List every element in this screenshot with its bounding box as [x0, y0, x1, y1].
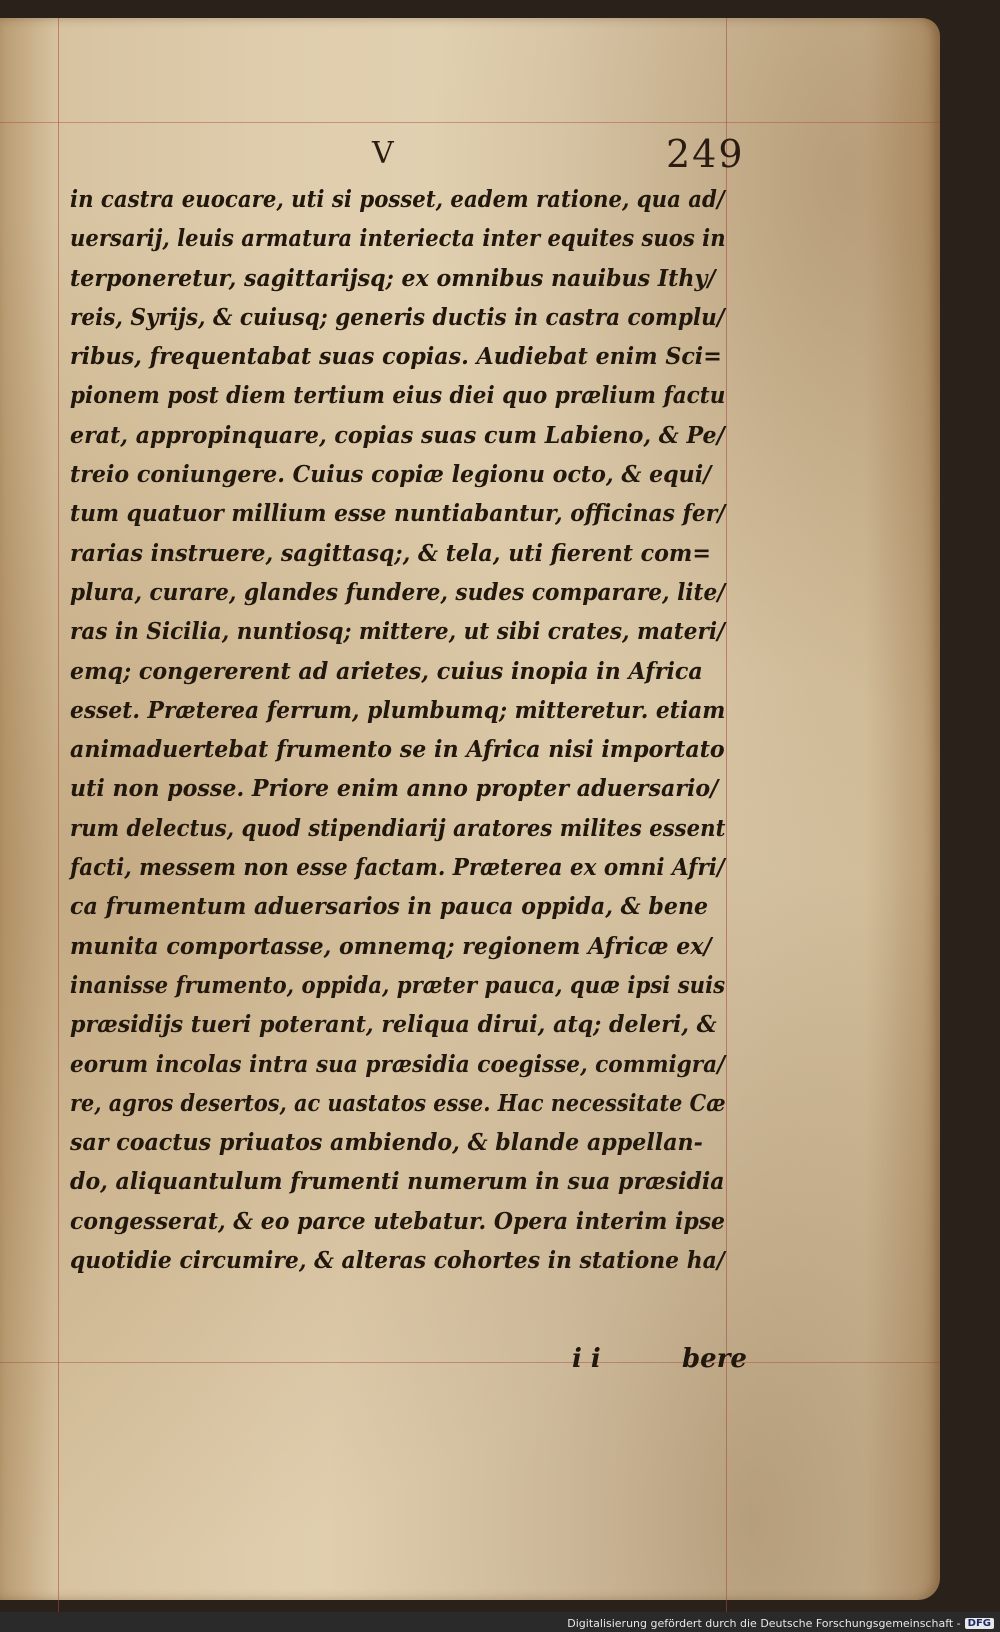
- text-line: pionem post diem tertium eius diei quo prælium factu: [70, 382, 726, 410]
- text-line: rarias instruere, sagittasq;, & tela, uti fierent com=: [70, 539, 711, 567]
- text-line: eorum incolas intra sua præsidia coegisse, commigra/: [70, 1050, 726, 1078]
- body-text: [70, 180, 750, 1280]
- text-line: tum quatuor millium esse nuntiabantur, officinas fer/: [70, 500, 726, 528]
- text-line: rum delectus, quod stipendiarij aratores milites essent: [70, 814, 726, 842]
- page-number: 249: [666, 132, 745, 176]
- text-line: quotidie circumire, & alteras cohortes in statione ha/: [70, 1247, 725, 1275]
- text-line: ca frumentum aduersarios in pauca oppida, & bene: [70, 893, 709, 921]
- text-line: in castra euocare, uti si posset, eadem ratione, qua ad/: [70, 186, 725, 213]
- text-line: reis, Syrijs, & cuiusq; generis ductis in castra complu/: [70, 303, 725, 331]
- text-line: plura, curare, glandes fundere, sudes comparare, lite/: [70, 578, 726, 606]
- text-line: emq; congererent ad arietes, cuius inopia in Africa: [70, 657, 703, 685]
- text-line: re, agros desertos, ac uastatos esse. Hac necessitate Cæ: [70, 1089, 726, 1117]
- text-line: uersarij, leuis armatura interiecta inter equites suos in: [70, 225, 726, 253]
- margin-rule-left: [58, 18, 59, 1618]
- text-line: congesserat, & eo parce utebatur. Opera interim ipse: [70, 1207, 726, 1235]
- book-page: [0, 18, 940, 1600]
- text-line: erat, appropinquare, copias suas cum Labieno, & Pe/: [70, 421, 725, 449]
- credit-text: Digitalisierung gefördert durch die Deutsche Forschungsgemeinschaft -: [567, 1617, 961, 1630]
- margin-rule-top: [0, 122, 940, 123]
- signature-mark: i i: [572, 1344, 601, 1374]
- text-line: uti non posse. Priore enim anno propter aduersario/: [70, 775, 719, 803]
- text-line: munita comportasse, omnemq; regionem Africæ ex/: [70, 932, 712, 960]
- dfg-logo: DFG: [965, 1618, 994, 1629]
- text-line: animaduertebat frumento se in Africa nisi importato: [70, 736, 725, 764]
- text-line: do, aliquantulum frumenti numerum in sua præsidia: [70, 1168, 725, 1196]
- text-line: sar coactus priuatos ambiendo, & blande appellan-: [70, 1129, 703, 1157]
- catchword: bere: [682, 1344, 747, 1374]
- text-line: esset. Præterea ferrum, plumbumq; mitteretur. etiam: [70, 696, 726, 724]
- margin-rule-bottom: [0, 1362, 940, 1363]
- text-line: facti, messem non esse factam. Præterea ex omni Afri/: [70, 854, 725, 882]
- text-line: inanisse frumento, oppida, præter pauca, quæ ipsi suis: [70, 971, 726, 999]
- running-head-signature: V: [372, 136, 394, 171]
- text-line: præsidijs tueri poterant, reliqua dirui, atq; deleri, &: [70, 1011, 717, 1039]
- text-line: ribus, frequentabat suas copias. Audiebat enim Sci=: [70, 343, 722, 371]
- text-line: ras in Sicilia, nuntiosq; mittere, ut sibi crates, materi/: [70, 618, 725, 646]
- digitization-credit: [567, 1617, 994, 1630]
- text-line: terponeretur, sagittarijsq; ex omnibus nauibus Ithy/: [70, 264, 716, 292]
- text-line: treio coniungere. Cuius copiæ legionu octo, & equi/: [70, 461, 712, 489]
